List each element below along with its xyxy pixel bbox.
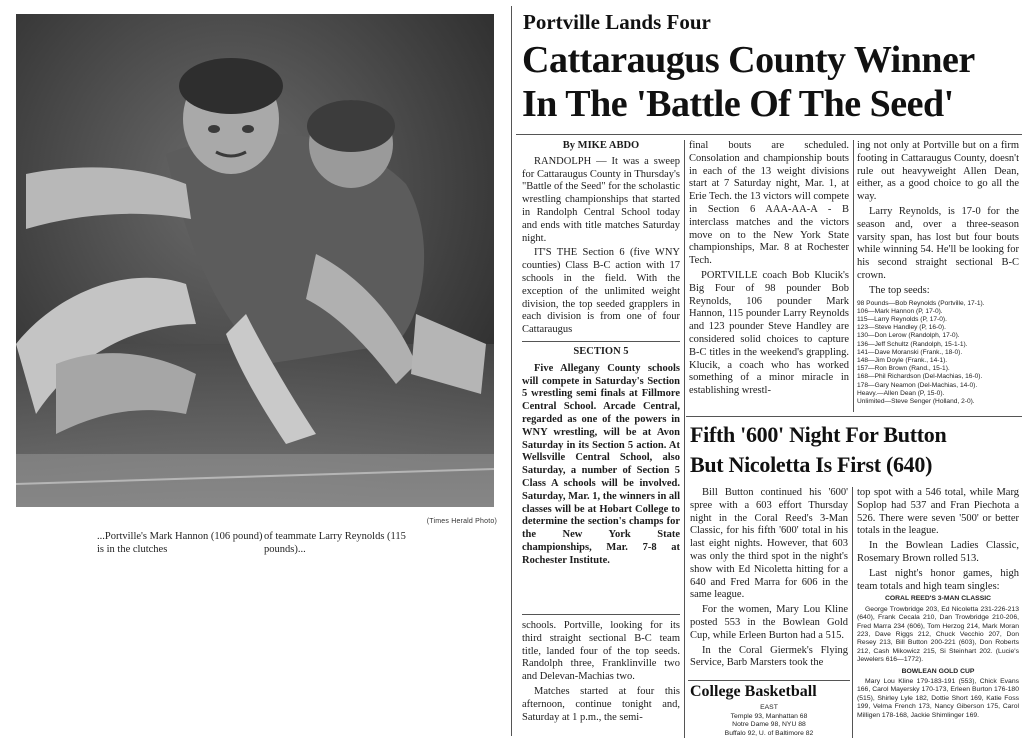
article-kicker: Portville Lands Four (523, 10, 711, 34)
page-divider (511, 6, 512, 736)
headline-line-2: In The 'Battle Of The Seed' (522, 83, 954, 125)
seed-item: 106—Mark Hannon (P, 17-0). (857, 307, 943, 315)
seed-item: 98 Pounds—Bob Reynolds (Portville, 17-1). (857, 299, 985, 307)
top-seeds-list (857, 300, 1019, 407)
paragraph: top spot with a 546 total, while Marg Soplop had 537 and Fran Piechota a 526. There were seven '500' or better totals in the league. (857, 487, 1019, 537)
seed-item: 115—Larry Reynolds (P, 17-0). (857, 315, 947, 323)
paragraph: Bill Button continued his '600' spree with a 603 effort Thursday night in the Coral Reed's 3-Man Classic, for his fifth '600' total in his last eight nights. However, that 603 was only the third spot in the night's show with Ed Nicoletta hitting for a 640 and Fred Marra for 606 in the same league. (690, 487, 848, 601)
college-scores (690, 713, 848, 738)
bowling-headline-line-2: But Nicoletta Is First (640) (690, 452, 933, 477)
byline: By MIKE ABDO (562, 140, 640, 151)
gold-cup-head: BOWLEAN GOLD CUP (901, 667, 975, 675)
photo-caption-right: of teammate Larry Reynolds (115 pounds)... (264, 531, 406, 555)
column-rule (852, 487, 853, 738)
college-rule (688, 680, 850, 681)
gold-cup-results: Mary Lou Kline 179-183-191 (553), Chick Evans 166, Carol Mayersky 170-173, Erleen Burton 176-180 (515), Shirley Lyle 182, Dottie Short 169, Katie Foss 199, Velma French 173, Nancy Giberson 175, Carol Milligen 178-168, Jackie Shimlinger 169. (857, 678, 1019, 719)
coral-reed-results: George Trowbridge 203, Ed Nicoletta 231-226-213 (640), Frank Cecala 210, Dan Trowbridge 210-206, Fred Marra 234 (606), Tom Herzog 214, Mark Moran 223, Dave Riggs 212, Chuck Vecchio 207, Don Resey 213, Bill Button 200-221 (603), Don Roberts 212, Cash Mikowicz 215, Si Steinhart 202. (Lucie's Jewelers 616—1772). (857, 605, 1019, 664)
paragraph: Last night's honor games, high team totals and high team singles: (857, 567, 1019, 592)
paragraph: ing not only at Portville but on a firm footing in Cattaraugus County, doesn't rule out heavyweight Allen Dean, either, as a good choice to go all the way. (857, 140, 1019, 203)
paragraph: Matches started at four this afternoon, continue tonight and, Saturday at 1 p.m., the semi- (522, 685, 680, 723)
photo-caption-left: ...Portville's Mark Hannon (106 pound) is in the clutches (97, 531, 263, 555)
paragraph: Larry Reynolds, is 17-0 for the season and, over a three-season varsity span, has lost but four bouts while winning 54. He'll be looking for his second straight sectional B-C crown. (857, 205, 1019, 281)
headline-rule (516, 134, 1022, 135)
paragraph: In the Bowlean Ladies Classic, Rosemary Brown rolled 513. (857, 540, 1019, 564)
seed-item: 136—Jeff Schultz (Randolph, 15-1-1). (857, 340, 968, 348)
article-col-2 (689, 140, 849, 412)
paragraph: schools. Portville, looking for its third straight sectional B-C team title, landed four of the top seeds. Randolph three, Franklinville two and Delevan-Machias two. (522, 620, 680, 683)
coral-reed-head: CORAL REED'S 3-MAN CLASSIC (884, 595, 992, 603)
seed-item: 168—Phil Richardson (Del-Machias, 16-0). (857, 373, 983, 381)
score-line: Notre Dame 98, NYU 88 (732, 721, 806, 729)
article-col-3 (857, 140, 1019, 414)
paragraph: IT'S THE Section 6 (five WNY counties) Class B-C action with 17 schools in the field. With the exception of the unlimited weight division, the top seeded grapplers in each division is from one of four Cattaraugus (522, 247, 680, 336)
paragraph: final bouts are scheduled. Consolation and championship bouts in each of the 13 weight divisions start at 7 Saturday night, Mar. 1, at Erie Tech. the 13 victors will compete in Section 6 AAA-AA-A - B interclass matches and the victors move on to the New York State championships, Mar. 8 at Rochester Tech. (689, 140, 849, 267)
paragraph: In the Coral Giermek's Flying Service, Barb Marsters took the (690, 644, 848, 669)
paragraph: For the women, Mary Lou Kline posted 553 in the Bowlean Gold Cup, while Erleen Burton had a 515. (690, 604, 848, 641)
section-rule (522, 341, 680, 342)
bowling-headline (690, 420, 1020, 480)
score-line: Temple 93, Manhattan 68 (730, 713, 808, 720)
seed-item: 157—Ron Brown (Rand., 15-1). (857, 365, 950, 373)
col1-rule (522, 614, 680, 615)
bowling-headline-line-1: Fifth '600' Night For Button (690, 422, 947, 447)
column-rule (853, 140, 854, 412)
seed-item: Unlimited—Steve Senger (Holland, 2-0). (857, 398, 975, 405)
bowling-col-1 (690, 487, 848, 675)
article-divider (686, 416, 1022, 417)
column-rule (684, 140, 685, 738)
paragraph: RANDOLPH — It was a sweep for Cattaraugus County in Thursday's "Battle of the Seed" for the scholastic wrestling championships that started in Randolph Central School today and ends with title matches Saturday night. (522, 155, 680, 244)
headline-line-1: Cattaraugus County Winner (522, 39, 975, 81)
section-5-paragraph: Five Allegany County schools will compete in Saturday's Section 5 wrestling semi finals at Fillmore Central School. Arcade Central, regarded as one of the powers in WNY wrestling, will be at Avon Saturday in its Section 5 action. At Wellsville Central School, also Saturday, a number of Section 5 Class A schools will be involved. Saturday, Mar. 1, the winners in all classes will be at Hobart College to determine the section's champs for the New York State championships, Mar. 7-8 at Rochester Institute. (522, 362, 680, 566)
college-region: EAST (760, 704, 778, 711)
seed-item: Heavy.—Allen Dean (P, 15-0). (857, 389, 945, 397)
seed-item: 123—Steve Handley (P, 16-0). (857, 324, 946, 332)
bowling-col-2 (857, 487, 1019, 738)
seed-item: 130—Don Lerow (Randolph, 17-0). (857, 332, 960, 340)
article-col-1-bottom (522, 620, 680, 738)
subhead-section-5: SECTION 5 (573, 345, 629, 357)
seed-item: 148—Jim Doyle (Frank., 14-1). (857, 356, 948, 364)
wrestling-photo (16, 14, 494, 507)
article-col-1 (522, 140, 680, 612)
paragraph: The top seeds: (869, 284, 930, 296)
college-basketball-title: College Basketball (690, 683, 817, 700)
paragraph: PORTVILLE coach Bob Klucik's Big Four of 98 pounder Bob Reynolds, 106 pounder Mark Hannon, 115 pounder Larry Reynolds and 123 pounder Steve Handley are considered solid choices to capture B-C titles in the weekend's grappling. Klucik, a coach who has worked something of a minor miracle in establishing wrestl- (689, 269, 849, 397)
seed-item: 178—Gary Neamon (Del-Machias, 14-0). (857, 381, 978, 389)
score-line: Buffalo 92, U. of Baltimore 82 (724, 729, 814, 737)
photo-credit: (Times Herald Photo) (426, 518, 497, 525)
wrestling-photo-image (16, 14, 494, 507)
article-headline (522, 38, 1022, 126)
seed-item: 141—Dave Moranski (Frank., 18-0). (857, 348, 963, 356)
